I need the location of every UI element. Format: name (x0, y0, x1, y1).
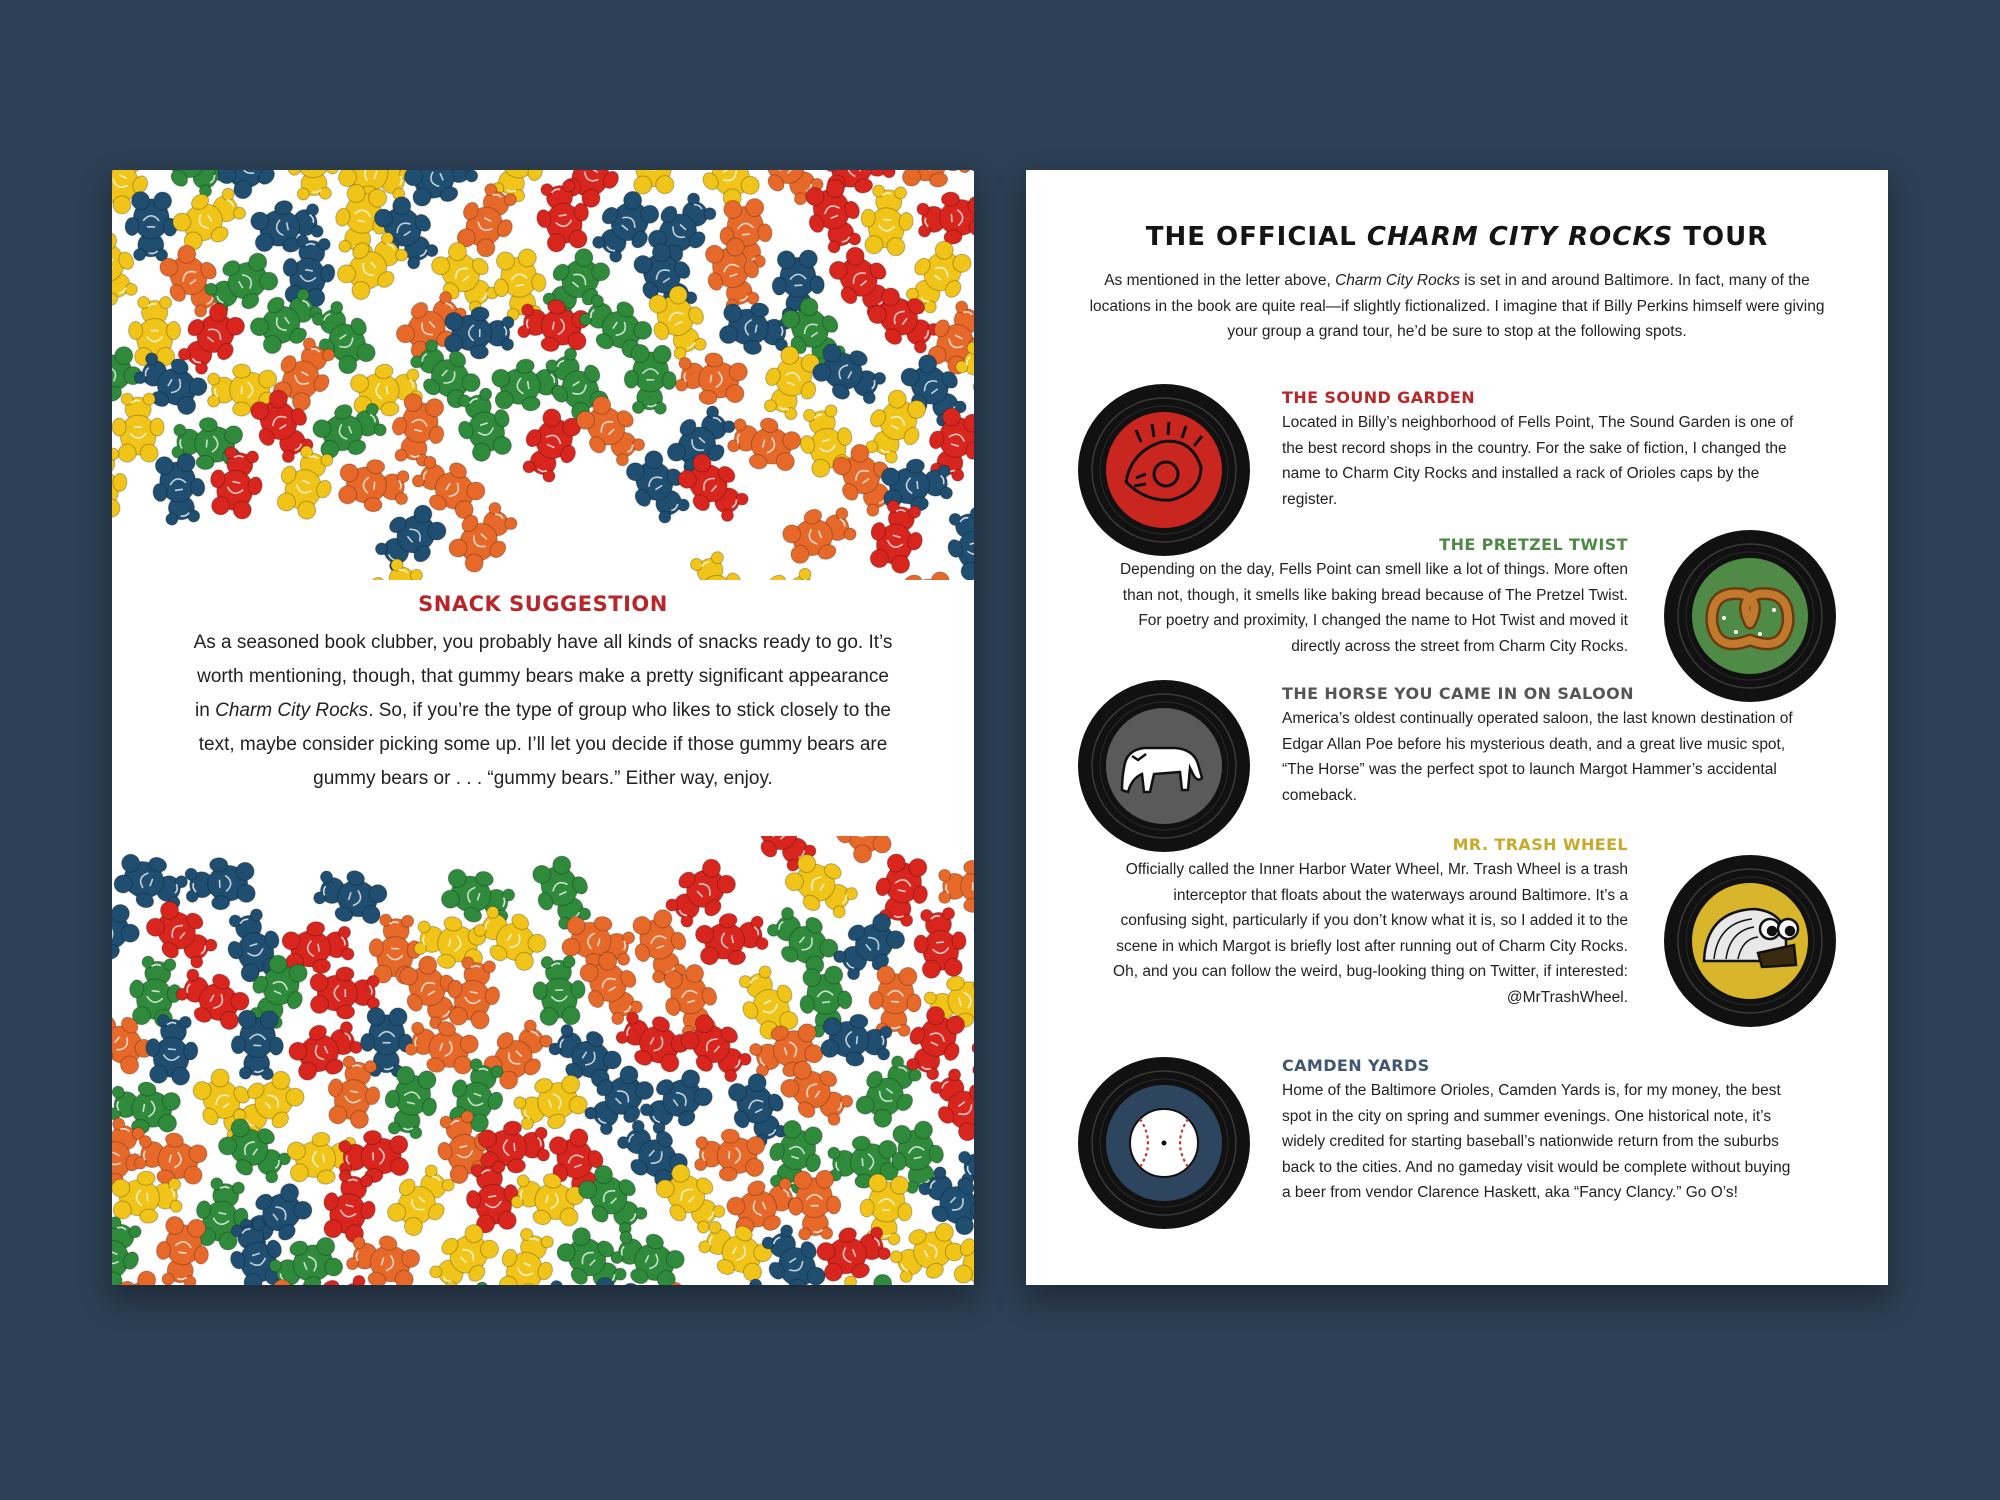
tour-stop-description: Located in Billy’s neighborhood of Fells Point, The Sound Garden is one of the best record shops in the country. For the sake of fiction, I changed the name to Charm City Rocks and installed a rack of Orioles caps by the register. (1282, 414, 1794, 508)
gummy-bear-icon (378, 1063, 443, 1141)
gummy-bear-icon (879, 564, 962, 580)
tour-title-book: CHARM CITY ROCKS (1366, 222, 1674, 252)
tour-stop-description: America’s oldest continually operated saloon, the last known destination of Edgar Allan Poe before his mysterious death, and a great live music spot, “The Horse” was the perfect spot to launch Margot Hammer’s accidental comeback. (1282, 710, 1793, 804)
gummy-bear-icon (673, 348, 749, 410)
gummy-bear-icon (125, 191, 178, 261)
right-page (1026, 170, 1888, 1285)
tour-intro (1086, 268, 1828, 345)
record-disc-camden-yards (1076, 1055, 1252, 1231)
gummy-bear-icon (971, 1031, 974, 1085)
tour-stop-title: THE SOUND GARDEN (1282, 388, 1476, 407)
snack-suggestion-body (192, 626, 894, 796)
tour-stop-mr-trash-wheel (1110, 835, 1628, 1010)
gummy-bear-icon (338, 457, 410, 514)
gummy-bear-icon (532, 955, 586, 1026)
gummy-bear-icon (694, 1127, 766, 1183)
gummy-bear-icon (966, 900, 974, 986)
gummy-bear-icon (744, 558, 830, 580)
gummy-bear-icon (916, 190, 974, 247)
gummy-bear-icon (680, 547, 751, 580)
gummy-bear-icon (939, 503, 974, 580)
book-title: Charm City Rocks (215, 700, 369, 721)
gummy-bear-icon (515, 294, 592, 357)
snack-suggestion-title: SNACK SUGGESTION (418, 592, 668, 616)
record-disc-mr-trash-wheel (1662, 853, 1838, 1029)
tour-title-part: THE OFFICIAL (1145, 222, 1367, 252)
record-disc-sound-garden (1076, 382, 1252, 558)
gummy-bear-icon (939, 860, 974, 912)
tour-title-part: TOUR (1673, 222, 1769, 252)
tour-stop-description: Officially called the Inner Harbor Water Wheel, Mr. Trash Wheel is a trash interceptor that floats about the waterways around Baltimore. It’s a confusing sight, particularly if you don’t know what it is, so I added it to the scene in which Margot is briefly lost after running out of Charm City Rocks. Oh, and you can follow the weird, bug-looking thing on Twitter, if interested: @MrTrashWheel. (1113, 861, 1628, 1006)
tour-stop-pretzel-twist (1110, 535, 1628, 659)
gummy-bear-icon (184, 856, 256, 912)
gummy-bear-icon (788, 1170, 842, 1241)
left-page (112, 170, 974, 1285)
tour-stop-title: THE PRETZEL TWIST (1439, 535, 1628, 554)
gummy-bear-icon (896, 170, 974, 193)
gummy-bear-pattern-top (112, 170, 974, 580)
tour-stop-title: THE HORSE YOU CAME IN ON SALOON (1282, 684, 1634, 703)
snack-body-text: As a seasoned book clubber, you probably have all kinds of snacks ready to go. It’s worth mentioning, though, that gummy bears make a pretty significant appearance in (193, 632, 893, 721)
gummy-bear-icon (778, 497, 861, 571)
gummy-bear-icon (692, 906, 771, 972)
gummy-bear-icon (309, 861, 391, 932)
tour-stop-title: CAMDEN YARDS (1282, 1056, 1430, 1075)
gummy-bear-icon (858, 184, 916, 257)
gummy-bear-icon (491, 1224, 563, 1285)
record-disc-pretzel-twist (1662, 528, 1838, 704)
gummy-bear-icon (112, 896, 145, 974)
gummy-bear-icon (230, 1010, 284, 1081)
gummy-bear-icon (143, 1013, 201, 1086)
record-disc-horse-saloon (1076, 678, 1252, 854)
intro-text: As mentioned in the letter above, (1104, 272, 1336, 289)
snack-body-text: . So, if you’re the type of group who likes to stick closely to the text, maybe consider picking some up. I’ll let you decide if those gummy bears are gummy bears or . . . “gummy bears.” Either way, enjoy. (198, 700, 891, 789)
intro-book-title: Charm City Rocks (1335, 272, 1460, 289)
tour-stop-horse-saloon (1282, 684, 1802, 808)
baseball-icon (1130, 1109, 1198, 1177)
gummy-bear-icon (627, 170, 680, 194)
tour-title (1026, 222, 1888, 252)
tour-stop-camden-yards (1282, 1056, 1802, 1206)
gummy-bear-pattern-bottom (112, 836, 974, 1285)
gummy-bear-icon (623, 344, 677, 415)
gummy-bear-icon (867, 965, 924, 1037)
gummy-bear-icon (153, 1215, 213, 1285)
tour-stop-sound-garden (1282, 388, 1802, 512)
gummy-bear-icon (286, 170, 340, 201)
intro-text: is set in and around Baltimore. In fact, many of the locations in the book are quite real—if slightly fictionalized. I imagine that if Billy Perkins himself were giving your group a grand tour, he’d be sure to stop at the following spots. (1089, 272, 1825, 340)
tour-stop-description: Home of the Baltimore Orioles, Camden Yards is, for my money, the best spot in the city on spring and summer evenings. One historical note, it’s widely credited for starting baseball’s nationwide return from the suburbs back to the cities. And no gameday visit would be complete without buying a beer from vendor Clarence Haskett, aka “Fancy Clancy.” Go O’s! (1282, 1082, 1791, 1201)
tour-stop-title: MR. TRASH WHEEL (1452, 835, 1628, 854)
gummy-bear-icon (911, 906, 969, 979)
tour-stop-description: Depending on the day, Fells Point can smell like a lot of things. More often than not, though, it smells like baking bread because of The Pretzel Twist. For poetry and proximity, I changed the name to Hot Twist and moved it directly across the street from Charm City Rocks. (1119, 561, 1628, 655)
snack-suggestion-section (192, 592, 894, 796)
